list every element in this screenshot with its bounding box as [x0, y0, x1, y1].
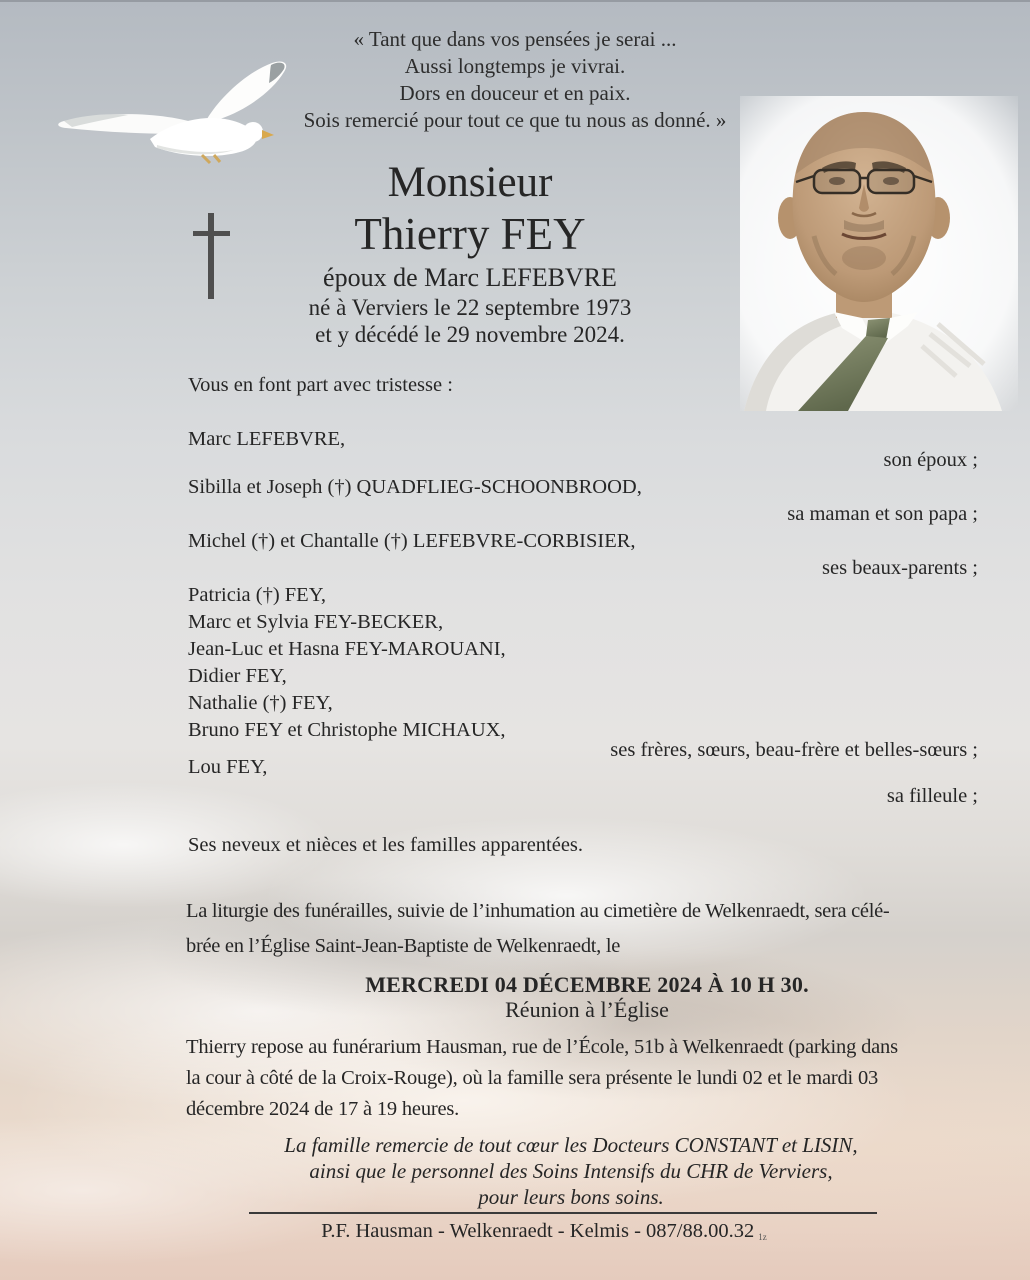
- quote-line-3: Dors en douceur et en paix.: [399, 81, 631, 105]
- visitation-line-2: la cour à côté de la Croix-Rouge), où la famille sera présente le lundi 02 et le mardi 03: [186, 1067, 879, 1089]
- quote-line-2: Aussi longtemps je vivrai.: [404, 54, 626, 78]
- spouse-line: époux de Marc LEFEBVRE: [323, 263, 617, 292]
- visitation-line-1: Thierry repose au funérarium Hausman, rue de l’École, 51b à Welkenraedt (parking dans: [186, 1036, 898, 1058]
- ceremony-meeting: Réunion à l’Église: [505, 997, 669, 1022]
- spouse-relation: son époux ;: [883, 449, 978, 471]
- thanks-paragraph: [188, 1132, 954, 1210]
- parents-relation: sa maman et son papa ;: [787, 503, 978, 525]
- funeral-home-line: [230, 1219, 858, 1246]
- footer-divider: [249, 1212, 877, 1214]
- inlaws-relation: ses beaux-parents ;: [822, 557, 978, 579]
- thanks-line-2: ainsi que le personnel des Soins Intensifs du CHR de Verviers,: [309, 1159, 833, 1183]
- sibling-line: Bruno FEY et Christophe MICHAUX,: [188, 719, 506, 741]
- ceremony-date-block: [188, 972, 986, 1022]
- parents-name-line: Sibilla et Joseph (†) QUADFLIEG-SCHOONBROOD,: [188, 476, 642, 498]
- goddaughter-name-line: Lou FEY,: [188, 756, 268, 778]
- sibling-line: Nathalie (†) FEY,: [188, 692, 333, 714]
- announcement-intro: Vous en font part avec tristesse :: [188, 374, 453, 396]
- quote-line-4: Sois remercié pour tout ce que tu nous as donné. »: [303, 108, 727, 132]
- inlaws-name-line: Michel (†) et Chantalle (†) LEFEBVRE-CORBISIER,: [188, 530, 636, 552]
- quote-line-1: « Tant que dans vos pensées je serai ...: [353, 27, 677, 51]
- liturgy-line-1: La liturgie des funérailles, suivie de l’inhumation au cimetière de Welkenraedt, sera célé-: [186, 900, 890, 922]
- siblings-relation: ses frères, sœurs, beau-frère et belles-sœurs ;: [610, 739, 978, 761]
- funeral-home-text: P.F. Hausman - Welkenraedt - Kelmis - 087/88.00.32: [321, 1220, 755, 1242]
- deceased-header: [0, 158, 940, 348]
- birth-line: né à Verviers le 22 septembre 1973: [308, 295, 632, 320]
- family-announcement: [188, 372, 978, 859]
- sibling-line: Marc et Sylvia FEY-BECKER,: [188, 611, 444, 633]
- thanks-line-1: La famille remercie de tout cœur les Docteurs CONSTANT et LISIN,: [284, 1133, 858, 1157]
- print-mark: 1z: [758, 1232, 767, 1242]
- memorial-quote: [0, 26, 1030, 134]
- liturgy-line-2: brée en l’Église Saint-Jean-Baptiste de Welkenraedt, le: [186, 935, 621, 957]
- goddaughter-relation: sa filleule ;: [886, 785, 978, 807]
- deceased-title: Monsieur: [387, 159, 553, 206]
- thanks-line-3: pour leurs bons soins.: [478, 1185, 664, 1209]
- deceased-name: Thierry FEY: [354, 209, 586, 259]
- sibling-line: Didier FEY,: [188, 665, 287, 687]
- death-line: et y décédé le 29 novembre 2024.: [315, 322, 625, 347]
- sibling-line: Jean-Luc et Hasna FEY-MAROUANI,: [188, 638, 506, 660]
- ceremony-date: MERCREDI 04 DÉCEMBRE 2024 À 10 H 30.: [365, 972, 809, 997]
- sibling-line: Patricia (†) FEY,: [188, 584, 326, 606]
- family-closing: Ses neveux et nièces et les familles apparentées.: [188, 834, 584, 856]
- liturgy-paragraph: [186, 894, 998, 964]
- visitation-paragraph: [186, 1032, 998, 1125]
- visitation-line-3: décembre 2024 de 17 à 19 heures.: [186, 1098, 460, 1120]
- spouse-name-line: Marc LEFEBVRE,: [188, 428, 346, 450]
